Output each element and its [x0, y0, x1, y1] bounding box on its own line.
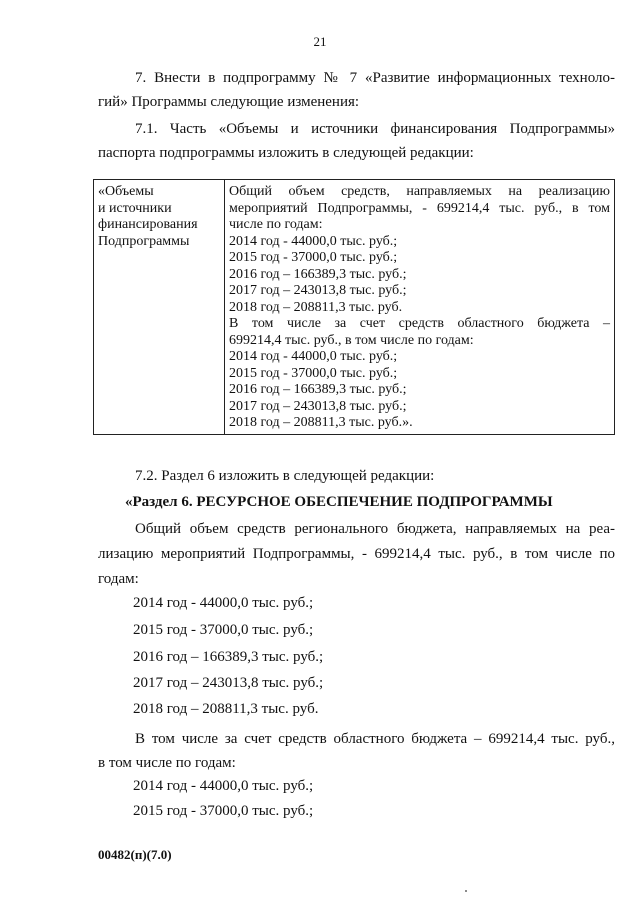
year-line: 2016 год – 166389,3 тыс. руб.;: [133, 649, 324, 665]
value-line: числе по годам:: [229, 217, 323, 232]
item-7-line-2: гий» Программы следующие изменения:: [98, 94, 360, 110]
item-7-2: 7.2. Раздел 6 изложить в следующей редакции:: [135, 468, 435, 484]
value-line: 2014 год - 44000,0 тыс. руб.;: [229, 233, 398, 249]
value-line: 2015 год - 37000,0 тыс. руб.;: [229, 250, 398, 265]
year-line: 2014 год - 44000,0 тыс. руб.;: [133, 595, 314, 611]
value-line: 2016 год – 166389,3 тыс. руб.;: [229, 266, 407, 282]
footer-code: 00482(п)(7.0): [98, 847, 172, 862]
passport-row: [94, 180, 615, 435]
para-2-line-1: В том числе за счет средств областного бюджета – 699214,4 тыс. руб.,: [135, 731, 615, 747]
value-line: 2017 год – 243013,8 тыс. руб.;: [229, 283, 407, 298]
value-line: 2018 год – 208811,3 тыс. руб.: [229, 299, 403, 315]
para-1-line-2: лизацию мероприятий Подпрограммы, - 699214,4 тыс. руб., в том числе по: [98, 546, 615, 562]
passport-table: [93, 179, 615, 435]
year-line: 2014 год - 44000,0 тыс. руб.;: [133, 778, 314, 794]
label-line: «Объемы: [98, 184, 154, 199]
value-line: мероприятий Подпрограммы, - 699214,4 тыс. руб., в том: [229, 200, 610, 216]
value-cell: [225, 180, 615, 435]
year-line: 2015 год - 37000,0 тыс. руб.;: [133, 803, 314, 819]
year-line: 2017 год – 243013,8 тыс. руб.;: [133, 675, 324, 691]
value-line: 2015 год - 37000,0 тыс. руб.;: [229, 365, 398, 381]
label-line: Подпрограммы: [98, 233, 190, 249]
item-7-1-line-1: 7.1. Часть «Объемы и источники финансирования Подпрограммы»: [135, 121, 615, 137]
para-1-line-3: годам:: [98, 571, 139, 587]
item-7-1-line-2: паспорта подпрограммы изложить в следующей редакции:: [98, 145, 474, 161]
value-line: Общий объем средств, направляемых на реализацию: [229, 184, 610, 199]
value-line: 2017 год – 243013,8 тыс. руб.;: [229, 398, 407, 414]
value-line: 2016 год – 166389,3 тыс. руб.;: [229, 382, 407, 397]
value-line: 2018 год – 208811,3 тыс. руб.».: [229, 415, 413, 430]
label-line: и источники: [98, 200, 172, 216]
scan-speck: [465, 890, 467, 892]
value-line: 699214,4 тыс. руб., в том числе по годам:: [229, 332, 474, 348]
para-1-line-1: Общий объем средств регионального бюджета, направляемых на реа-: [135, 521, 615, 537]
value-line: 2014 год - 44000,0 тыс. руб.;: [229, 349, 398, 364]
para-2-line-2: в том числе по годам:: [98, 755, 236, 771]
page-number: 21: [313, 34, 327, 49]
section-heading: «Раздел 6. РЕСУРСНОЕ ОБЕСПЕЧЕНИЕ ПОДПРОГРАММЫ: [125, 494, 553, 510]
year-line: 2018 год – 208811,3 тыс. руб.: [133, 701, 319, 717]
value-line: В том числе за счет средств областного бюджета –: [229, 316, 610, 331]
year-line: 2015 год - 37000,0 тыс. руб.;: [133, 622, 314, 638]
label-line: финансирования: [98, 217, 198, 232]
label-cell: [94, 180, 225, 435]
item-7-line-1: 7. Внести в подпрограмму № 7 «Развитие информационных техноло-: [135, 70, 615, 86]
